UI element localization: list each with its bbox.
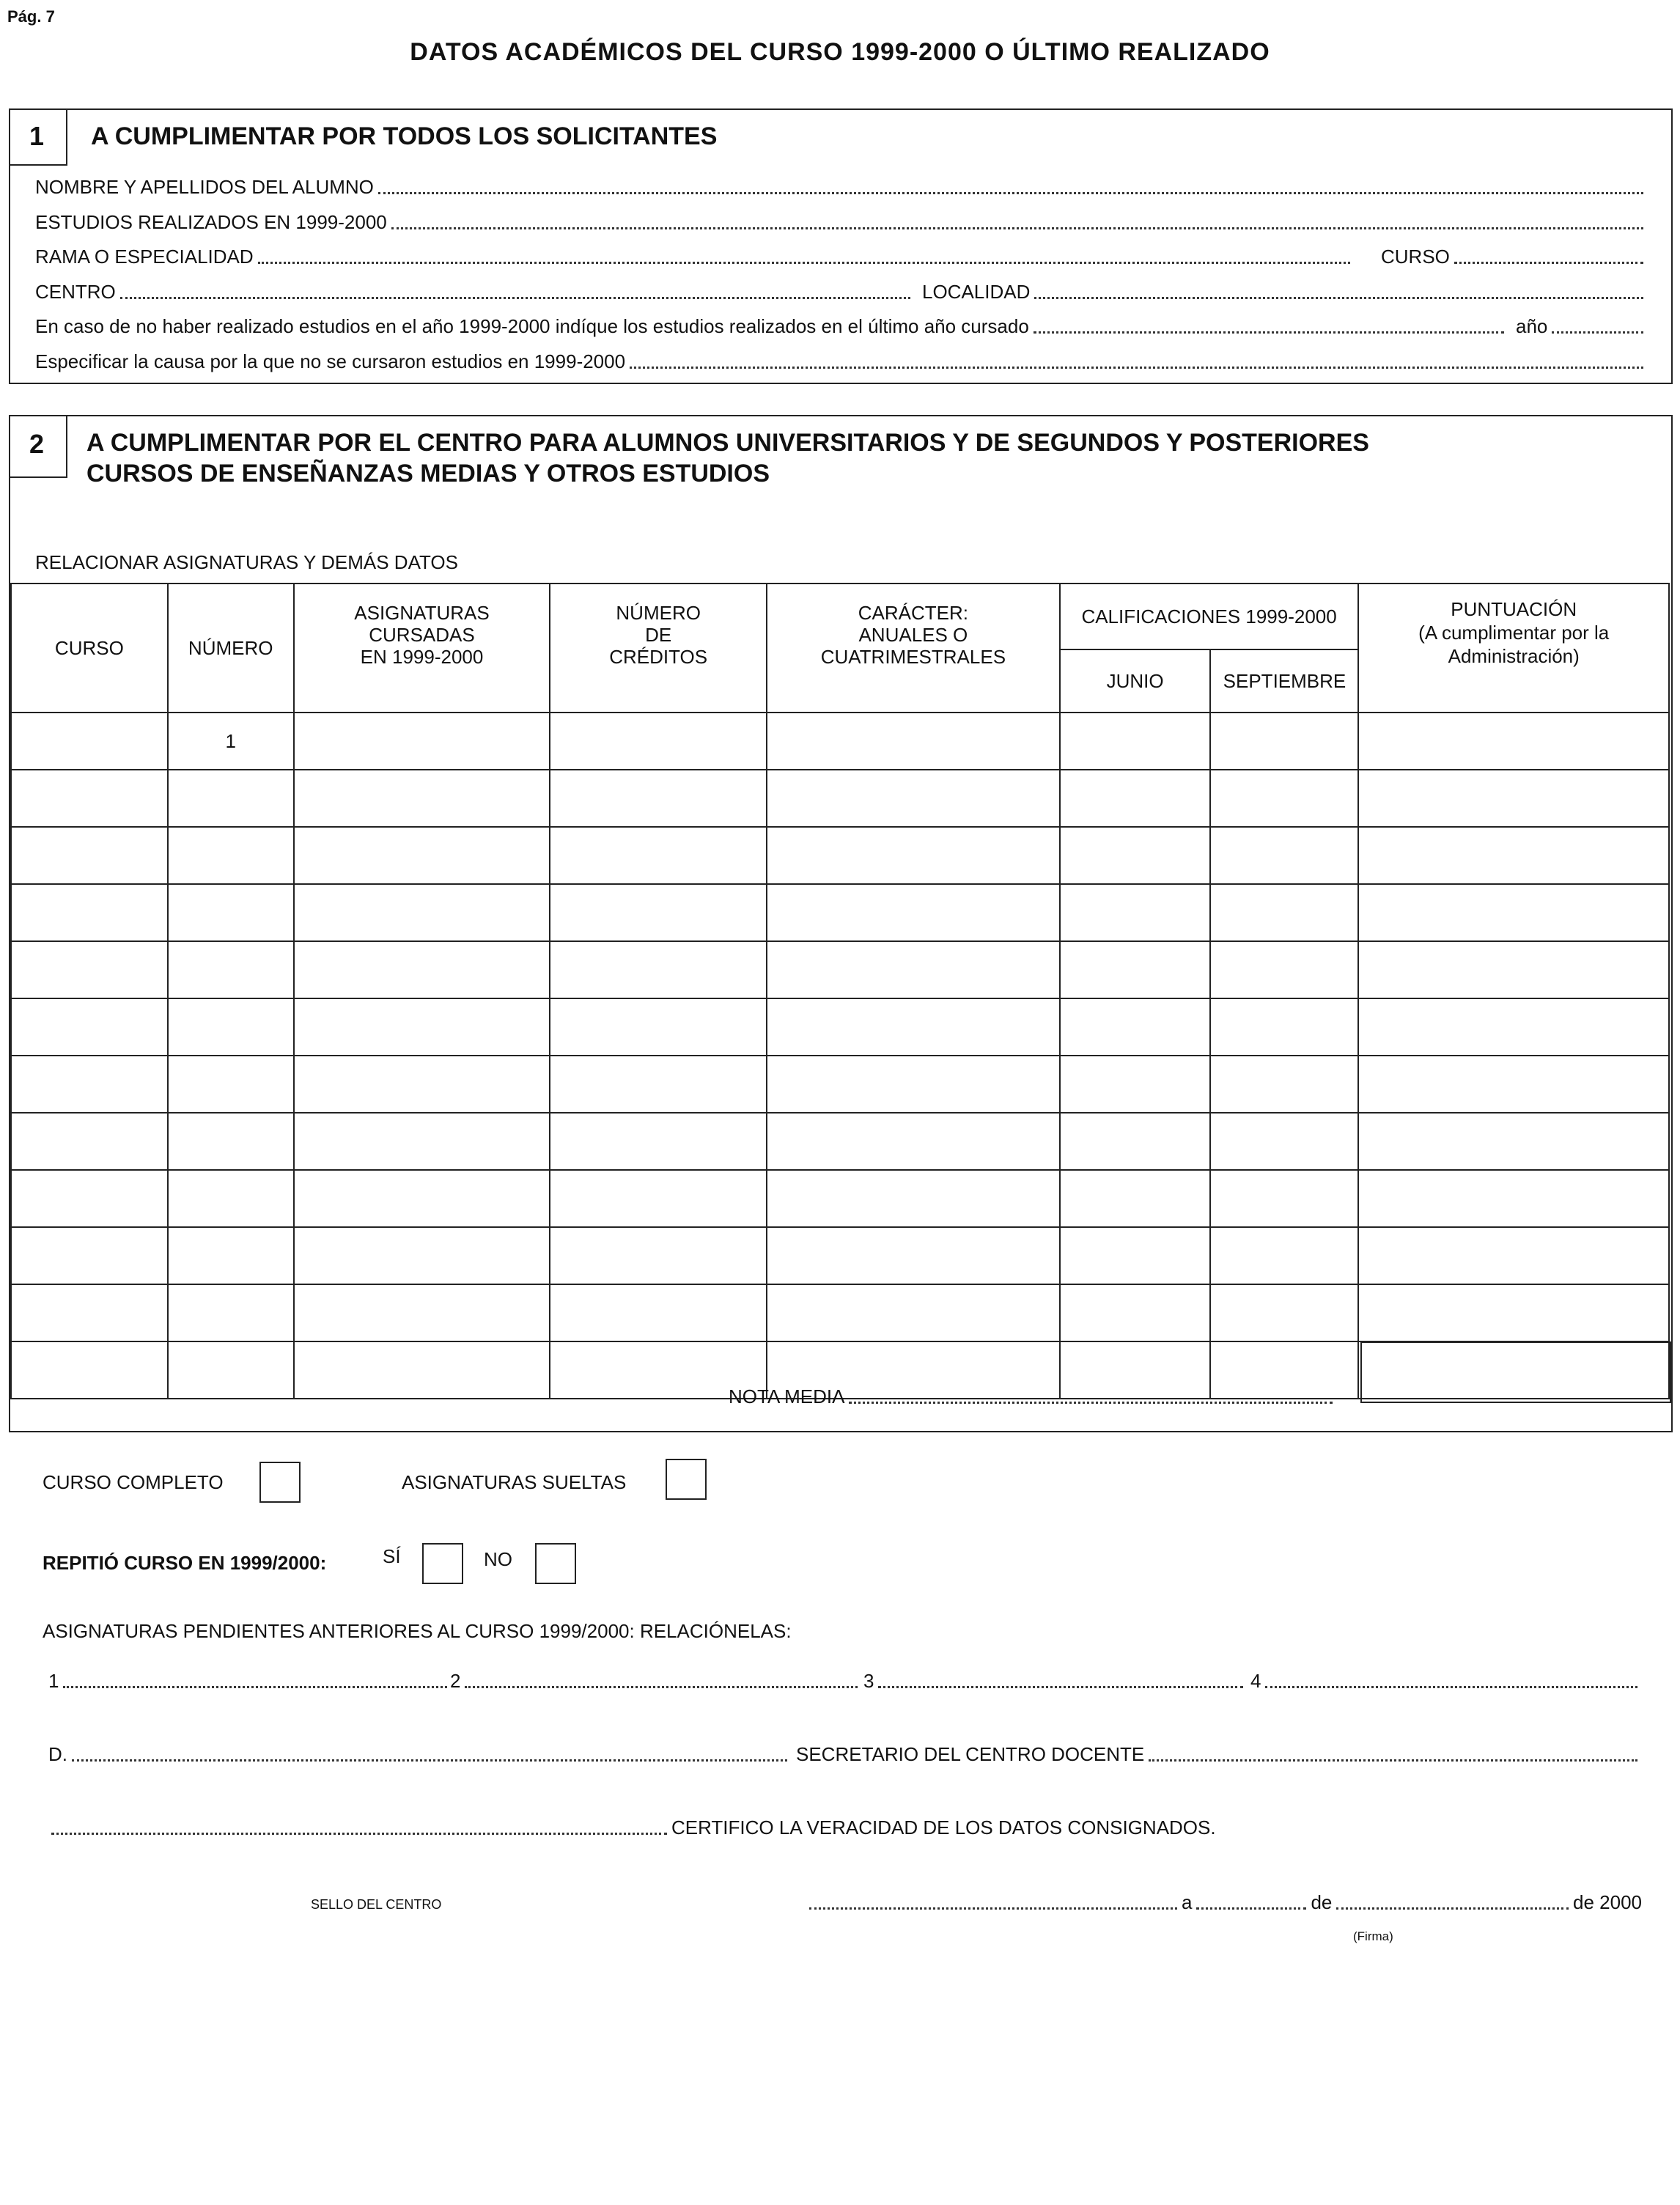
table-cell[interactable]: [168, 884, 294, 941]
table-cell[interactable]: [1210, 1056, 1358, 1113]
causa-label: Especificar la causa por la que no se cursaron estudios en 1999-2000: [35, 350, 626, 372]
table-cell[interactable]: [168, 1227, 294, 1284]
table-cell[interactable]: [767, 1113, 1060, 1170]
ultimo-anio-label: En caso de no haber realizado estudios en el año 1999-2000 indíque los estudios realizados en el último año cursado: [35, 315, 1029, 337]
secretario-label: SECRETARIO DEL CENTRO DOCENTE: [796, 1743, 1145, 1765]
table-cell[interactable]: [294, 1227, 550, 1284]
rama-field[interactable]: [35, 246, 1355, 268]
table-row: [11, 998, 1669, 1056]
table-cell[interactable]: [767, 770, 1060, 827]
centro-field[interactable]: [35, 281, 915, 303]
table-cell[interactable]: [550, 827, 767, 884]
table-cell[interactable]: [550, 713, 767, 770]
col-caracter-header: CARÁCTER: ANUALES O CUATRIMESTRALES: [767, 584, 1060, 713]
table-cell[interactable]: [1210, 770, 1358, 827]
causa-field[interactable]: [35, 350, 1648, 373]
table-cell[interactable]: [550, 1227, 767, 1284]
no-label: NO: [484, 1548, 512, 1570]
table-cell[interactable]: [294, 1056, 550, 1113]
curso-completo-label: CURSO COMPLETO: [43, 1471, 224, 1493]
pendiente-3-label: 3: [863, 1670, 874, 1692]
table-cell[interactable]: [1210, 827, 1358, 884]
table-cell[interactable]: [1060, 998, 1211, 1056]
table-cell[interactable]: [1060, 827, 1211, 884]
pendiente-1-label: 1: [48, 1670, 59, 1692]
table-cell[interactable]: [767, 941, 1060, 998]
table-cell[interactable]: [550, 941, 767, 998]
col-creditos-header: NÚMERO DE CRÉDITOS: [550, 584, 767, 713]
pendiente-2-field[interactable]: [450, 1670, 862, 1693]
table-row: [11, 770, 1669, 827]
table-cell[interactable]: [168, 1170, 294, 1227]
table-cell[interactable]: [767, 1056, 1060, 1113]
col-curso-header: CURSO: [11, 584, 168, 713]
table-cell[interactable]: [294, 1284, 550, 1341]
table-row: [11, 941, 1669, 998]
section1-number: 1: [29, 121, 45, 151]
table-cell[interactable]: [11, 827, 168, 884]
section1-title: A CUMPLIMENTAR POR TODOS LOS SOLICITANTES: [91, 122, 718, 150]
table-cell[interactable]: [294, 827, 550, 884]
table-cell[interactable]: [168, 998, 294, 1056]
table-cell[interactable]: [294, 884, 550, 941]
table-row: [11, 1113, 1669, 1170]
relacionar-label: RELACIONAR ASIGNATURAS Y DEMÁS DATOS: [35, 551, 458, 573]
table-cell[interactable]: [767, 1227, 1060, 1284]
centro-label: CENTRO: [35, 281, 116, 303]
fecha-field[interactable]: [809, 1891, 1642, 1914]
table-cell[interactable]: [767, 1170, 1060, 1227]
table-cell[interactable]: [1210, 713, 1358, 770]
d-field[interactable]: [48, 1743, 792, 1766]
table-cell[interactable]: [1358, 941, 1669, 998]
table-row: [11, 884, 1669, 941]
table-cell[interactable]: [168, 1113, 294, 1170]
grades-table: [10, 583, 1670, 1399]
fecha-de-label: de: [1311, 1891, 1333, 1913]
table-cell[interactable]: [294, 713, 550, 770]
table-cell[interactable]: [767, 998, 1060, 1056]
table-row: [11, 1056, 1669, 1113]
anio-label: año: [1516, 315, 1548, 337]
table-cell[interactable]: [1358, 1284, 1669, 1341]
table-row: [11, 1170, 1669, 1227]
table-cell[interactable]: [168, 1284, 294, 1341]
fecha-a-label: a: [1182, 1891, 1193, 1913]
table-cell[interactable]: [168, 1341, 294, 1399]
secretario-field[interactable]: [796, 1743, 1642, 1766]
col-asignaturas-header: ASIGNATURAS CURSADAS EN 1999-2000: [294, 584, 550, 713]
nota-media-box[interactable]: [1360, 1341, 1671, 1403]
page-number: Pág. 7: [7, 7, 55, 26]
table-cell[interactable]: [1210, 1284, 1358, 1341]
nota-media-label: NOTA MEDIA: [729, 1385, 845, 1407]
table-row: [11, 1227, 1669, 1284]
table-cell[interactable]: [1358, 1056, 1669, 1113]
table-cell[interactable]: [550, 1170, 767, 1227]
table-cell[interactable]: [1358, 1170, 1669, 1227]
table-cell[interactable]: [1210, 884, 1358, 941]
table-cell[interactable]: [11, 770, 168, 827]
table-cell[interactable]: [1060, 1227, 1211, 1284]
table-cell[interactable]: [294, 1170, 550, 1227]
table-cell[interactable]: [11, 1170, 168, 1227]
firma-label: (Firma): [1353, 1929, 1393, 1943]
pendiente-4-field[interactable]: [1250, 1670, 1642, 1693]
table-cell[interactable]: [1358, 827, 1669, 884]
table-cell[interactable]: [550, 1284, 767, 1341]
table-cell[interactable]: [1060, 713, 1211, 770]
repitio-label: REPITIÓ CURSO EN 1999/2000:: [43, 1552, 327, 1574]
table-cell[interactable]: [11, 884, 168, 941]
fecha-de2000-label: de 2000: [1573, 1891, 1642, 1913]
certifico-field[interactable]: [51, 1816, 1297, 1839]
nota-media-field[interactable]: [729, 1385, 1337, 1408]
section2-title-line2: CURSOS DE ENSEÑANZAS MEDIAS Y OTROS ESTUDIOS: [86, 460, 770, 487]
col-calificaciones-header: CALIFICACIONES 1999-2000: [1060, 584, 1359, 649]
estudios-label: ESTUDIOS REALIZADOS EN 1999-2000: [35, 211, 387, 233]
anio-field[interactable]: [1516, 315, 1648, 338]
localidad-field[interactable]: [922, 281, 1648, 303]
sello-label: SELLO DEL CENTRO: [311, 1897, 442, 1912]
asignaturas-sueltas-label: ASIGNATURAS SUELTAS: [402, 1471, 627, 1493]
section2-title-line1: A CUMPLIMENTAR POR EL CENTRO PARA ALUMNOS UNIVERSITARIOS Y DE SEGUNDOS Y POSTERIORES: [86, 429, 1369, 457]
table-cell[interactable]: [1358, 713, 1669, 770]
curso-completo-checkbox[interactable]: [259, 1462, 301, 1503]
table-cell[interactable]: [294, 770, 550, 827]
pendiente-4-label: 4: [1250, 1670, 1261, 1692]
col-numero-header: NÚMERO: [168, 584, 294, 713]
table-cell[interactable]: [550, 998, 767, 1056]
col-septiembre-header: SEPTIEMBRE: [1210, 649, 1358, 713]
table-cell[interactable]: [168, 827, 294, 884]
table-row: [11, 827, 1669, 884]
nombre-field[interactable]: [35, 176, 1648, 199]
table-cell[interactable]: [550, 884, 767, 941]
table-cell[interactable]: [1358, 770, 1669, 827]
table-cell[interactable]: [767, 713, 1060, 770]
pendientes-label: ASIGNATURAS PENDIENTES ANTERIORES AL CURSO 1999/2000: RELACIÓNELAS:: [43, 1620, 792, 1642]
table-cell[interactable]: [11, 941, 168, 998]
curso-field[interactable]: [1381, 246, 1648, 268]
table-cell[interactable]: [550, 1113, 767, 1170]
localidad-label: LOCALIDAD: [922, 281, 1031, 303]
table-cell[interactable]: [11, 1113, 168, 1170]
table-cell[interactable]: [294, 1341, 550, 1399]
curso-label: CURSO: [1381, 246, 1450, 268]
table-cell[interactable]: [1358, 1227, 1669, 1284]
table-cell[interactable]: [294, 998, 550, 1056]
table-cell[interactable]: [168, 1056, 294, 1113]
table-cell[interactable]: [1210, 1113, 1358, 1170]
table-cell[interactable]: [1060, 1113, 1211, 1170]
certifico-label: CERTIFICO LA VERACIDAD DE LOS DATOS CONSIGNADOS.: [671, 1816, 1216, 1838]
table-cell[interactable]: [1210, 1227, 1358, 1284]
table-cell[interactable]: [11, 1284, 168, 1341]
col-junio-header: JUNIO: [1060, 649, 1211, 713]
table-cell[interactable]: [11, 1227, 168, 1284]
table-cell[interactable]: [767, 884, 1060, 941]
d-label: D.: [48, 1743, 67, 1765]
table-cell[interactable]: [1210, 1170, 1358, 1227]
no-checkbox[interactable]: [535, 1543, 576, 1584]
table-cell[interactable]: [767, 827, 1060, 884]
table-cell[interactable]: [11, 998, 168, 1056]
table-cell[interactable]: [11, 1341, 168, 1399]
ultimo-anio-field[interactable]: [35, 315, 1508, 338]
table-cell-numero[interactable]: 1: [168, 713, 294, 770]
pendiente-2-label: 2: [450, 1670, 461, 1692]
table-cell[interactable]: [1358, 884, 1669, 941]
pendiente-3-field[interactable]: [863, 1670, 1248, 1693]
table-cell[interactable]: [1060, 1056, 1211, 1113]
table-cell[interactable]: [550, 770, 767, 827]
table-cell[interactable]: [1358, 998, 1669, 1056]
table-row: [11, 713, 1669, 770]
table-cell[interactable]: [294, 1113, 550, 1170]
table-cell[interactable]: [168, 941, 294, 998]
table-row: [11, 1284, 1669, 1341]
section2-number: 2: [29, 429, 45, 459]
nombre-label: NOMBRE Y APELLIDOS DEL ALUMNO: [35, 176, 374, 198]
table-cell[interactable]: [767, 1284, 1060, 1341]
table-cell[interactable]: [294, 941, 550, 998]
estudios-field[interactable]: [35, 211, 1648, 234]
asignaturas-sueltas-checkbox[interactable]: [666, 1459, 707, 1500]
page-title: DATOS ACADÉMICOS DEL CURSO 1999-2000 O ÚLTIMO REALIZADO: [410, 38, 1270, 66]
table-cell[interactable]: [11, 1056, 168, 1113]
si-checkbox[interactable]: [422, 1543, 463, 1584]
table-cell[interactable]: [1060, 941, 1211, 998]
table-cell[interactable]: [1060, 1170, 1211, 1227]
table-cell[interactable]: [1210, 998, 1358, 1056]
table-cell[interactable]: [1060, 1284, 1211, 1341]
si-label: SÍ: [383, 1545, 401, 1567]
pendiente-1-field[interactable]: [48, 1670, 452, 1693]
rama-label: RAMA O ESPECIALIDAD: [35, 246, 254, 268]
table-cell[interactable]: [168, 770, 294, 827]
table-cell[interactable]: [1060, 884, 1211, 941]
col-puntuacion-header: PUNTUACIÓN (A cumplimentar por la Administración): [1358, 584, 1669, 713]
table-cell[interactable]: [11, 713, 168, 770]
table-cell[interactable]: [1210, 941, 1358, 998]
table-cell[interactable]: [1358, 1113, 1669, 1170]
table-cell[interactable]: [550, 1056, 767, 1113]
table-cell[interactable]: [1060, 770, 1211, 827]
